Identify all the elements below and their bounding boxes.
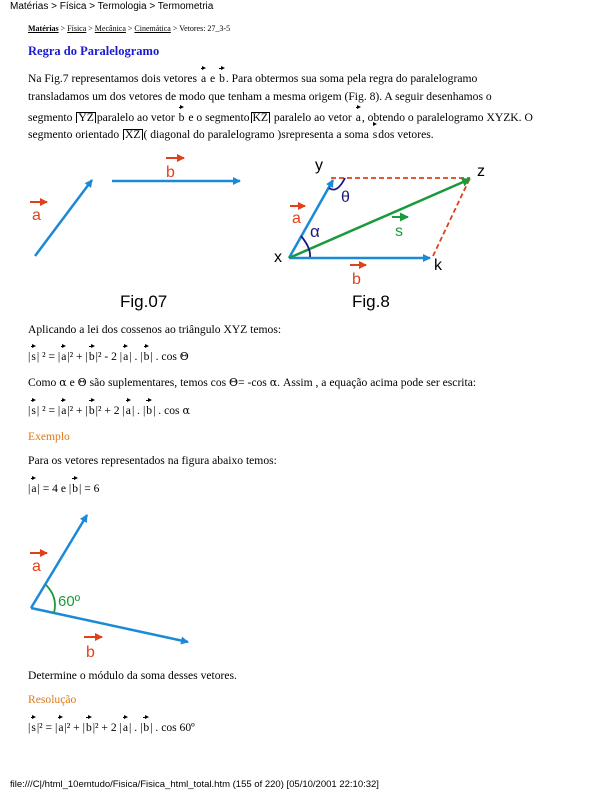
fig7-vector-a bbox=[35, 180, 92, 256]
example-figure bbox=[20, 505, 240, 665]
law-of-cosines-intro: Aplicando a lei dos cossenos ao triângulo XYZ temos: bbox=[28, 323, 282, 336]
breadcrumb-link-mecanica[interactable]: Mecânica bbox=[94, 24, 126, 33]
equation-2: |s| ² = |a|² + |b|² + 2 |a| . |b| . cos α bbox=[28, 398, 190, 418]
fig8-point-z: z bbox=[477, 163, 485, 180]
equation-3: |s|² = |a|² + |b|² + 2 |a| . |b| . cos 60º bbox=[28, 715, 195, 735]
fig8-label-a: a bbox=[292, 210, 301, 227]
example-label-a: a bbox=[32, 558, 41, 575]
breadcrumb: Matérias > Física > Mecânica > Cinemática > Vetores: 27_3-5 bbox=[28, 24, 231, 33]
segment-xz: XZ bbox=[125, 128, 141, 141]
fig7-caption: Fig.07 bbox=[120, 292, 168, 311]
example-angle-arc bbox=[46, 585, 55, 613]
para1-line2: transladamos um dos vetores de modo que tenham a mesma origem (Fig. 8). A seguir desenhamos o bbox=[28, 90, 492, 103]
fig8-theta: θ bbox=[341, 189, 350, 206]
fig7-label-b: b bbox=[166, 164, 175, 181]
fig7-diagram bbox=[30, 158, 240, 311]
fig8-angle-arc-alpha bbox=[301, 236, 310, 257]
fig8-point-x: x bbox=[274, 249, 282, 266]
breadcrumb-current: Vetores: 27_3-5 bbox=[179, 24, 231, 33]
segment-kz: KZ bbox=[252, 111, 268, 124]
vector-a-inline: a bbox=[201, 66, 206, 86]
para1-line4: segmento orientado XZ ( diagonal do paralelogramo )srepresenta a soma sdos vetores. bbox=[28, 122, 434, 142]
segment-yz: YZ bbox=[78, 111, 94, 124]
fig8-alpha: α bbox=[310, 222, 320, 241]
vector-b-inline: b bbox=[219, 66, 225, 86]
fig8-point-y: y bbox=[315, 157, 323, 174]
figures-7-8 bbox=[0, 150, 612, 330]
determine-question: Determine o módulo da soma desses vetores. bbox=[28, 669, 237, 682]
example-angle-label: 60º bbox=[58, 593, 81, 610]
section-exemplo: Exemplo bbox=[28, 430, 70, 443]
example-intro: Para os vetores representados na figura abaixo temos: bbox=[28, 454, 277, 467]
para1-line3: segmento YZ paralelo ao vetor b e o segmento KZ paralelo ao vetor a, obtendo o paralelogramo XYZK. O bbox=[28, 105, 533, 125]
supplementary-angles-line: Como α e Θ são suplementares, temos cos Θ= -cos α. Assim , a equação acima pode ser escrita: bbox=[28, 376, 477, 389]
equation-1: |s| ² = |a|² + |b|² - 2 |a| . |b| . cos Θ bbox=[28, 344, 189, 364]
fig8-vector-s bbox=[289, 179, 470, 258]
breadcrumb-link-fisica[interactable]: Física bbox=[67, 24, 87, 33]
section-resolucao: Resolução bbox=[28, 693, 77, 706]
fig8-label-b: b bbox=[352, 271, 361, 288]
breadcrumb-link-cinematica[interactable]: Cinemática bbox=[134, 24, 171, 33]
fig8-point-k: k bbox=[434, 257, 442, 274]
fig8-label-s: s bbox=[395, 223, 403, 240]
page-header: Matérias > Física > Termologia > Termometria bbox=[10, 1, 214, 12]
page-footer: file:///C|/html_10emtudo/Fisica/Fisica_html_total.htm (155 of 220) [05/10/2001 22:10:32] bbox=[10, 779, 379, 790]
fig8-caption: Fig.8 bbox=[352, 292, 390, 311]
given-magnitudes: |a| = 4 e |b| = 6 bbox=[28, 476, 99, 496]
fig7-label-a: a bbox=[32, 207, 41, 224]
para1-line1: Na Fig.7 representamos dois vetores a e b. Para obtermos sua soma pela regra do paralelogramo bbox=[28, 66, 477, 86]
page-title: Regra do Paralelogramo bbox=[28, 44, 160, 58]
example-label-b: b bbox=[86, 644, 95, 661]
breadcrumb-link-materias[interactable]: Matérias bbox=[28, 24, 59, 33]
fig8-diagram bbox=[274, 157, 485, 311]
fig8-segment-kz bbox=[433, 178, 470, 256]
